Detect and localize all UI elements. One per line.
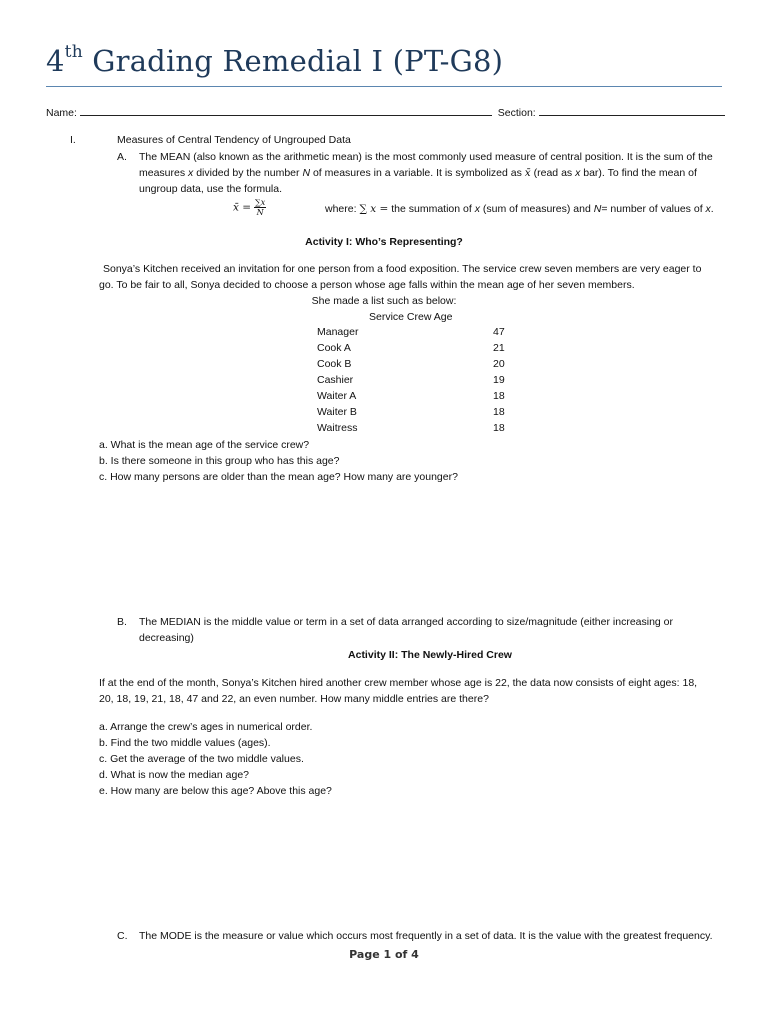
title-text: Grading Remedial I (PT-G8) bbox=[92, 44, 504, 78]
title-number: 4 bbox=[46, 44, 65, 78]
crew-age-cell: 18 bbox=[493, 406, 505, 418]
activity-2-question-b: b. Find the two middle values (ages). bbox=[99, 737, 271, 749]
crew-table-row: Waiter B bbox=[317, 406, 357, 418]
col-service-crew: Service Crew bbox=[369, 311, 432, 323]
activity-1-question-c: c. How many persons are older than the mean age? How many are younger? bbox=[99, 471, 458, 483]
formula-lhs: x̄ = bbox=[233, 201, 252, 214]
item-letter-a: A. bbox=[117, 151, 127, 163]
activity-1-title: Activity I: Who’s Representing? bbox=[305, 236, 463, 248]
activity-2-title: Activity II: The Newly-Hired Crew bbox=[348, 649, 512, 661]
activity-1-list-intro: She made a list such as below: bbox=[311, 295, 457, 307]
formula-where: where: ∑ x = the summation of x (sum of measures) and N= number of values of x. bbox=[325, 203, 714, 215]
median-paragraph-line2: decreasing) bbox=[139, 632, 194, 644]
mean-paragraph-line1: The MEAN (also known as the arithmetic mean) is the most commonly used measure of central position. It is the sum of the bbox=[139, 151, 713, 163]
crew-table-row: Manager bbox=[317, 326, 359, 338]
crew-age-cell: 20 bbox=[493, 358, 505, 370]
section-label: Section: bbox=[497, 107, 536, 119]
mean-paragraph-line3: ungroup data, use the formula. bbox=[139, 183, 283, 195]
activity-2-question-d: d. What is now the median age? bbox=[99, 769, 250, 781]
activity-1-question-a: a. What is the mean age of the service crew? bbox=[99, 439, 310, 451]
formula-fraction: $\frac{\sum x}{N}$ bbox=[254, 198, 266, 217]
activity-1-paragraph-line2: go. To be fair to all, Sonya decided to choose a person whose age falls within the mean age of her seven members. bbox=[99, 279, 635, 291]
crew-table-row: Cook A bbox=[317, 342, 351, 354]
median-paragraph-line1: The MEDIAN is the middle value or term in a set of data arranged according to size/magnitude (either increasing or bbox=[139, 616, 674, 628]
activity-2-question-e: e. How many are below this age? Above this age? bbox=[99, 785, 332, 797]
crew-age-cell: 18 bbox=[493, 422, 505, 434]
name-row bbox=[46, 105, 725, 120]
activity-2-question-a: a. Arrange the crew’s ages in numerical order. bbox=[99, 721, 313, 733]
crew-table-row: Cashier bbox=[317, 374, 354, 386]
section-number: I. bbox=[70, 134, 76, 146]
mean-paragraph-line2: measures x divided by the number N of measures in a variable. It is symbolized as x̄ (read as x bar). To find the mean of bbox=[139, 167, 697, 179]
section-heading: Measures of Central Tendency of Ungrouped Data bbox=[117, 134, 351, 146]
title-divider bbox=[46, 86, 722, 87]
crew-table-row: Cook B bbox=[317, 358, 352, 370]
activity-2-paragraph-line2: 20, 18, 19, 21, 18, 47 and 22, an even number. How many middle entries are there? bbox=[99, 693, 489, 705]
crew-age-cell: 21 bbox=[493, 342, 505, 354]
mean-formula bbox=[233, 198, 266, 217]
name-label: Name: bbox=[46, 107, 77, 119]
crew-table-header bbox=[369, 310, 452, 324]
activity-2-question-c: c. Get the average of the two middle values. bbox=[99, 753, 304, 765]
item-letter-c: C. bbox=[117, 930, 128, 942]
activity-1-paragraph-line1: Sonya’s Kitchen received an invitation for one person from a food exposition. The service crew seven members are very eager to bbox=[103, 263, 702, 275]
page-number: Page 1 of 4 bbox=[349, 948, 419, 961]
crew-table-row: Waitress bbox=[317, 422, 358, 434]
col-age: Age bbox=[433, 311, 453, 323]
title-superscript: th bbox=[64, 42, 83, 63]
crew-age-cell: 47 bbox=[493, 326, 505, 338]
page-title bbox=[46, 44, 503, 78]
crew-table-row: Waiter A bbox=[317, 390, 357, 402]
section-field[interactable] bbox=[539, 105, 725, 116]
mode-paragraph-line1: The MODE is the measure or value which occurs most frequently in a set of data. It is the value with the greatest frequency. bbox=[139, 930, 713, 942]
name-field[interactable] bbox=[80, 105, 492, 116]
item-letter-b: B. bbox=[117, 616, 127, 628]
crew-age-cell: 18 bbox=[493, 390, 505, 402]
activity-2-paragraph-line1: If at the end of the month, Sonya’s Kitchen hired another crew member whose age is 22, the data now consists of eight ages: 18, bbox=[99, 677, 698, 689]
activity-1-question-b: b. Is there someone in this group who has this age? bbox=[99, 455, 340, 467]
crew-age-cell: 19 bbox=[493, 374, 505, 386]
